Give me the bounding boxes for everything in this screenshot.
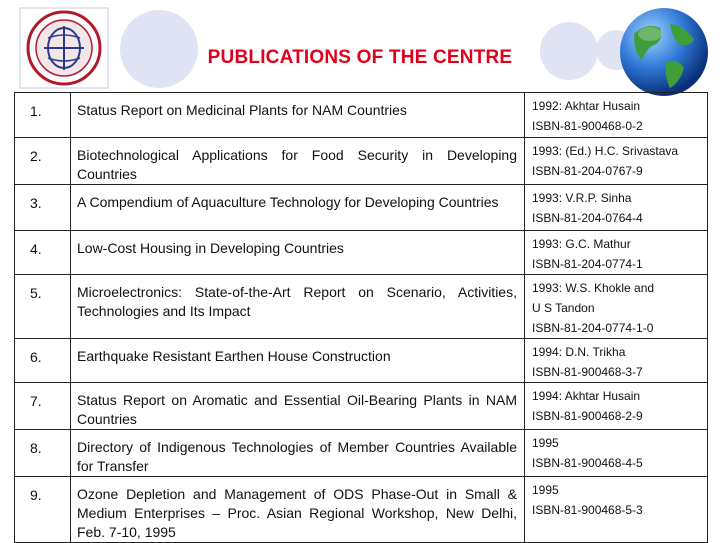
row-number: 7. [15, 383, 71, 430]
publication-details [525, 339, 708, 383]
publication-details [525, 383, 708, 430]
publication-title: Status Report on Medicinal Plants for NAM Countries [71, 93, 525, 138]
author-year: 1993: G.C. Mathur [532, 237, 631, 251]
author-year: 1993: W.S. Khokle and [532, 281, 655, 295]
publication-title: Ozone Depletion and Management of ODS Phase-Out in Small & Medium Enterprises – Proc. Asian Regional Workshop, New Delhi, Feb. 7-10, 1995 [71, 477, 525, 543]
isbn-line: ISBN-81-900468-3-7 [532, 365, 643, 379]
isbn-line: ISBN-81-204-0764-4 [532, 211, 643, 225]
isbn-line: ISBN-81-900468-0-2 [532, 119, 643, 133]
page-title: PUBLICATIONS OF THE CENTRE [207, 47, 513, 68]
row-number: 1. [15, 93, 71, 138]
isbn-line: ISBN-81-204-0767-9 [532, 164, 643, 178]
table-row [15, 185, 708, 231]
row-number: 6. [15, 339, 71, 383]
table-row [15, 430, 708, 477]
table-row [15, 231, 708, 275]
row-number: 2. [15, 138, 71, 185]
publication-details [525, 138, 708, 185]
publication-details [525, 275, 708, 339]
row-number: 8. [15, 430, 71, 477]
isbn-line: ISBN-81-900468-2-9 [532, 409, 643, 423]
author-year: 1993: V.R.P. Sinha [532, 191, 632, 205]
publication-title: Biotechnological Applications for Food Security in Developing Countries [71, 138, 525, 185]
row-number: 3. [15, 185, 71, 231]
author-year: 1994: D.N. Trikha [532, 345, 626, 359]
publication-title: Status Report on Aromatic and Essential Oil-Bearing Plants in NAM Countries [71, 383, 525, 430]
table-row [15, 138, 708, 185]
table-row [15, 477, 708, 543]
isbn-line: ISBN-81-900468-5-3 [532, 503, 643, 517]
publications-table [14, 92, 708, 543]
publication-title: Earthquake Resistant Earthen House Construction [71, 339, 525, 383]
publication-title: Low-Cost Housing in Developing Countries [71, 231, 525, 275]
publication-title: A Compendium of Aquaculture Technology for Developing Countries [71, 185, 525, 231]
table-row [15, 275, 708, 339]
publication-details [525, 93, 708, 138]
row-number: 9. [15, 477, 71, 543]
table-row [15, 383, 708, 430]
publication-details [525, 231, 708, 275]
table-row [15, 93, 708, 138]
author-year: 1995 [532, 483, 559, 497]
row-number: 5. [15, 275, 71, 339]
isbn-line: ISBN-81-204-0774-1 [532, 257, 643, 271]
row-number: 4. [15, 231, 71, 275]
table-row [15, 339, 708, 383]
isbn-line: ISBN-81-204-0774-1-0 [532, 321, 654, 335]
publication-details [525, 185, 708, 231]
publication-details [525, 477, 708, 543]
author-year: 1993: (Ed.) H.C. Srivastava [532, 144, 679, 158]
isbn-line: U S Tandon [532, 301, 595, 315]
publication-title: Microelectronics: State-of-the-Art Report on Scenario, Activities, Technologies and Its Impact [71, 275, 525, 339]
author-year: 1995 [532, 436, 559, 450]
publication-title: Directory of Indigenous Technologies of Member Countries Available for Transfer [71, 430, 525, 477]
publication-details [525, 430, 708, 477]
author-year: 1992: Akhtar Husain [532, 99, 641, 113]
author-year: 1994: Akhtar Husain [532, 389, 641, 403]
isbn-line: ISBN-81-900468-4-5 [532, 456, 643, 470]
